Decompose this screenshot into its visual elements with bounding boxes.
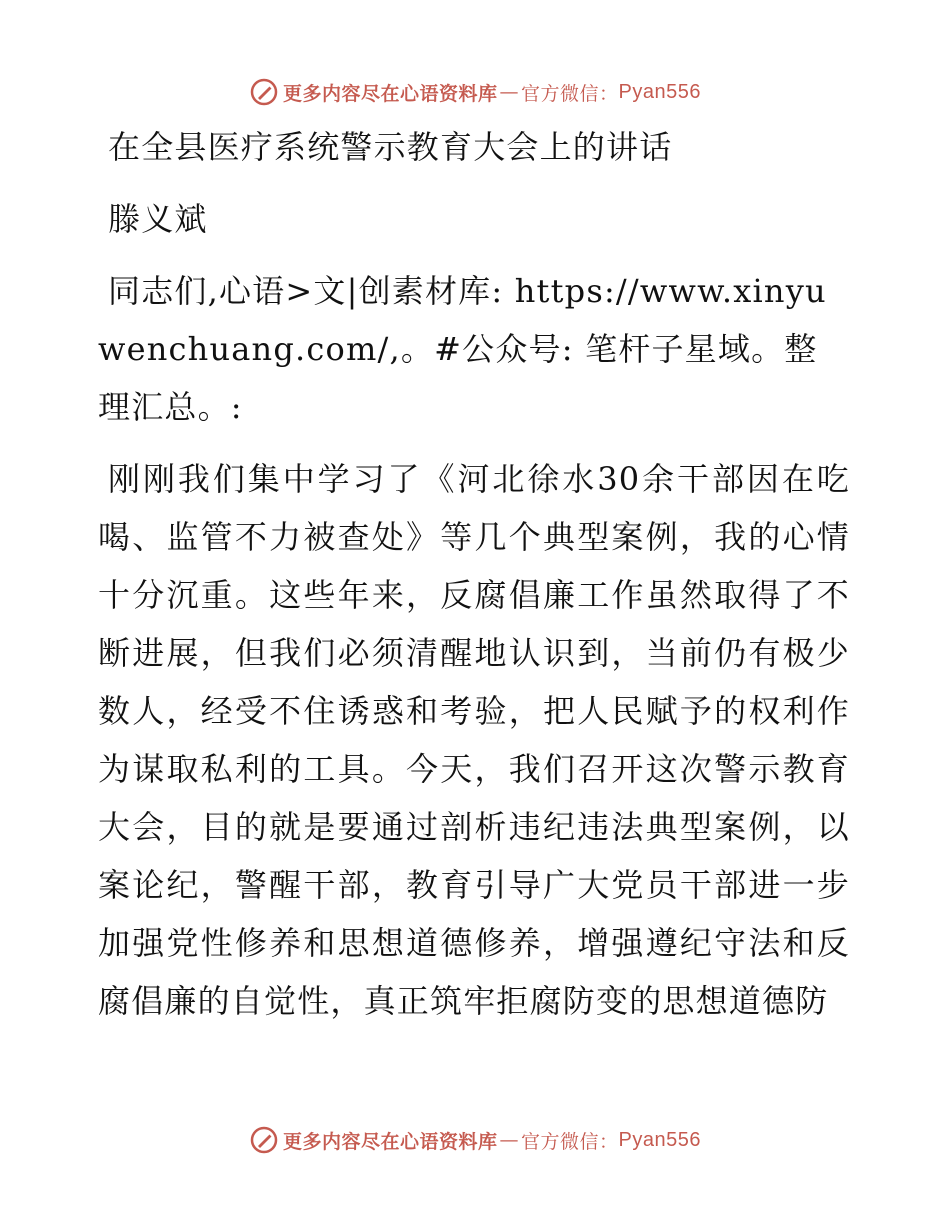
document-paragraph: 刚刚我们集中学习了《河北徐水30余干部因在吃喝、监管不力被查处》等几个典型案例，我的心情十分沉重。这些年来，反腐倡廉工作虽然取得了不断进展，但我们必须清醒地认识到，当前仍有极少数人，经受不住诱惑和考验，把人民赋予的权利作为谋取私利的工具。今天，我们召开这次警示教育大会，目的就是要通过剖析违纪违法典型案例，以案论纪，警醒干部，教育引导广大党员干部进一步加强党性修养和思想道德修养，增强遵纪守法和反腐倡廉的自觉性，真正筑牢拒腐防变的思想道德防 [98, 460, 850, 1020]
quill-logo-icon [249, 77, 279, 107]
watermark-contact-label: 官方微信： [521, 1130, 619, 1153]
watermark-banner-bottom [0, 1120, 950, 1160]
watermark-handle: Pyan556 [618, 1128, 701, 1151]
document-greeting: 同志们,心语>文|创素材库: https://www.xinyuwenchuang.com/,。#公众号: 笔杆子星域。整理汇总。: [98, 272, 827, 426]
document-title: 在全县医疗系统警示教育大会上的讲话 [108, 128, 673, 166]
watermark-banner-top [0, 72, 950, 112]
watermark-brand-text: 更多内容尽在心语资料库 [283, 1130, 498, 1153]
watermark-brand-text: 更多内容尽在心语资料库 [283, 82, 498, 105]
document-author: 滕义斌 [108, 200, 208, 238]
watermark-handle: Pyan556 [618, 80, 701, 103]
watermark-separator: — [499, 1129, 520, 1151]
watermark-separator: — [499, 81, 520, 103]
quill-logo-icon [249, 1125, 279, 1155]
document-body [98, 118, 850, 1030]
watermark-contact-label: 官方微信： [521, 82, 619, 105]
